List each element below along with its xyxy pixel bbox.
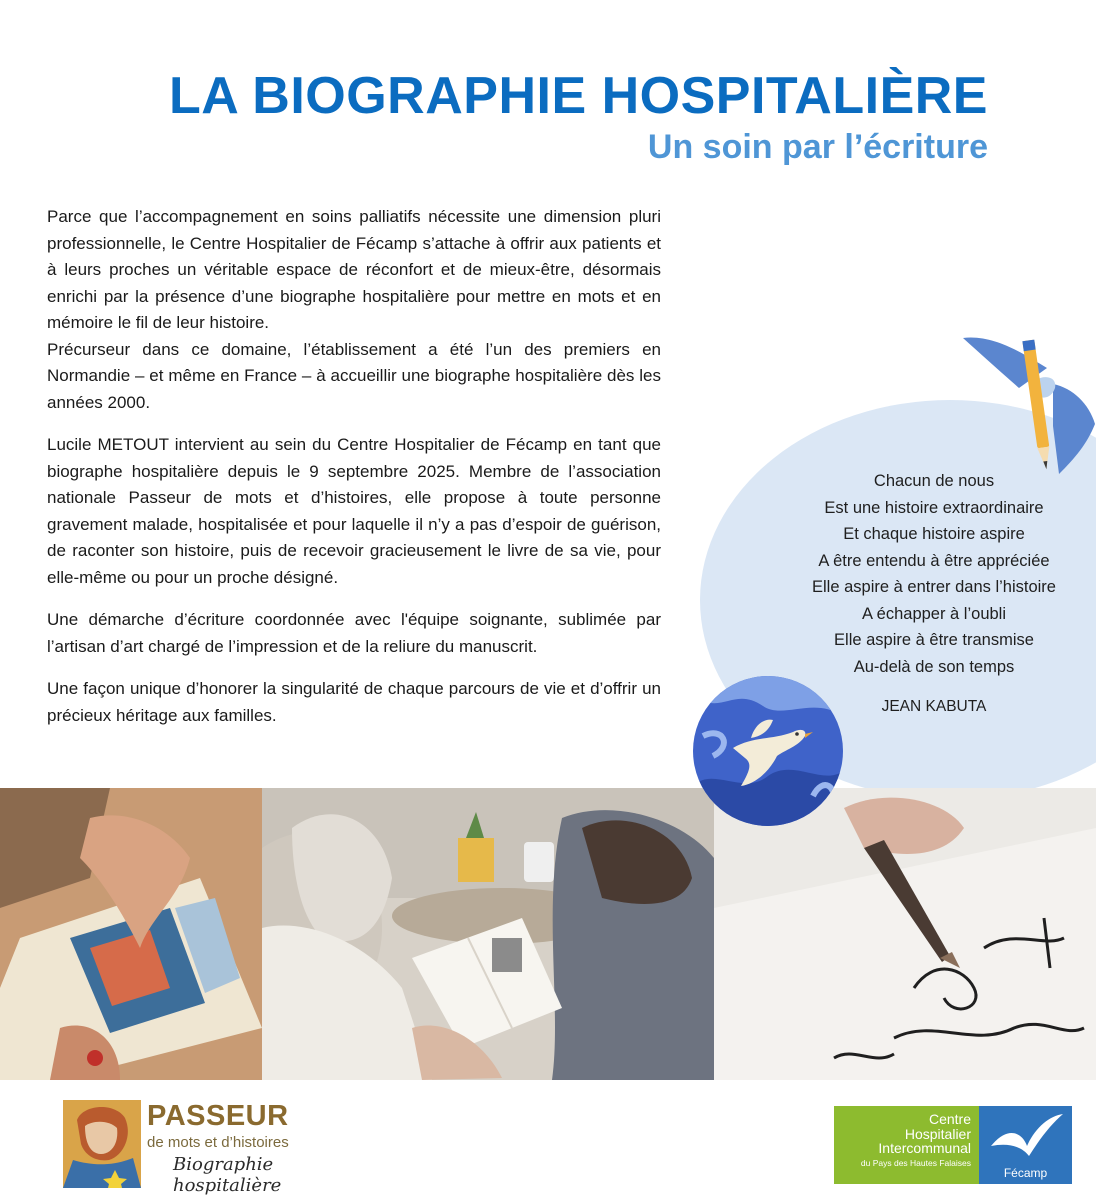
paragraph-intro: Parce que l’accompagnement en soins palliatifs nécessite une dimension pluri professionnelle, le Centre Hospitalier de Fécamp s’attache à offrir aux patients et à leurs proches un véritable espace de réconfort et de mieux-être, désormais enrichi par la présence d’une biographe hospitalière pour mettre en mots et en mémoire le fil de leur histoire.: [47, 207, 661, 332]
paragraph-legacy: Une façon unique d’honorer la singularité de chaque parcours de vie et d’offrir un précieux héritage aux familles.: [47, 679, 661, 725]
paragraph-biographer: Lucile METOUT intervient au sein du Centre Hospitalier de Fécamp en tant que biographe hospitalière depuis le 9 septembre 2025. Membre de l’association nationale Passeur de mots et d’histoires, elle propose à toute personne gravement malade, hospitalisée et pour laquelle il n’y a pas d’espoir de guérison, de raconter son histoire, puis de recevoir gracieusement le livre de sa vie, pour elle-même ou pour un proche désigné.: [47, 435, 661, 587]
poem-line: Elle aspire à entrer dans l’histoire: [812, 578, 1056, 596]
hospital-line: Intercommunal: [878, 1140, 971, 1156]
poem-line: Au-delà de son temps: [853, 657, 1015, 676]
seagull-icon: [979, 1106, 1072, 1162]
hospital-logo: [834, 1106, 1072, 1184]
hospital-town: Fécamp: [1003, 1166, 1048, 1180]
poem-line: Chacun de nous: [873, 472, 995, 490]
passeur-name: PASSEUR: [147, 1100, 289, 1132]
paragraph-approach: Une démarche d’écriture coordonnée avec l'équipe soignante, sublimée par l’artisan d’art chargé de l’impression et de la reliure du manuscrit.: [47, 610, 661, 656]
passeur-logo: [55, 1100, 355, 1196]
hospital-name-block: [834, 1106, 979, 1184]
body-text: [47, 204, 661, 745]
pencil-bird-illustration: [955, 328, 1096, 478]
passeur-subtitle: Biographie hospitalière: [173, 1154, 282, 1196]
hospital-region: du Pays des Hautes Falaises: [860, 1157, 971, 1168]
poem-line: A échapper à l’oubli: [861, 604, 1007, 623]
poem-line: Elle aspire à être transmise: [834, 631, 1034, 649]
photo-reading-together: [262, 788, 714, 1080]
poem: [780, 468, 1088, 721]
poem-line: Est une histoire extraordinaire: [824, 498, 1044, 517]
poem-author: JEAN KABUTA: [881, 698, 987, 715]
hospital-line: Hospitalier: [904, 1125, 971, 1142]
hospital-line: Centre: [928, 1111, 971, 1127]
dove-illustration: [693, 676, 843, 826]
passeur-portrait-icon: [63, 1100, 141, 1188]
photo-album-hands: [0, 788, 262, 1080]
paragraph-precursor: Précurseur dans ce domaine, l’établissement a été l’un des premiers en Normandie – et même en France – à accueillir une biographe hospitalière dès les années 2000.: [47, 339, 661, 412]
passeur-tagline: de mots et d’histoires: [147, 1134, 289, 1151]
page-subtitle: Un soin par l’écriture: [647, 128, 988, 166]
hospital-town-block: [979, 1106, 1072, 1184]
page-title: LA BIOGRAPHIE HOSPITALIÈRE: [168, 67, 988, 125]
poem-line: A être entendu à être appréciée: [818, 551, 1050, 570]
photo-fountain-pen-writing: [714, 788, 1096, 1080]
poem-line: Et chaque histoire aspire: [843, 525, 1025, 543]
